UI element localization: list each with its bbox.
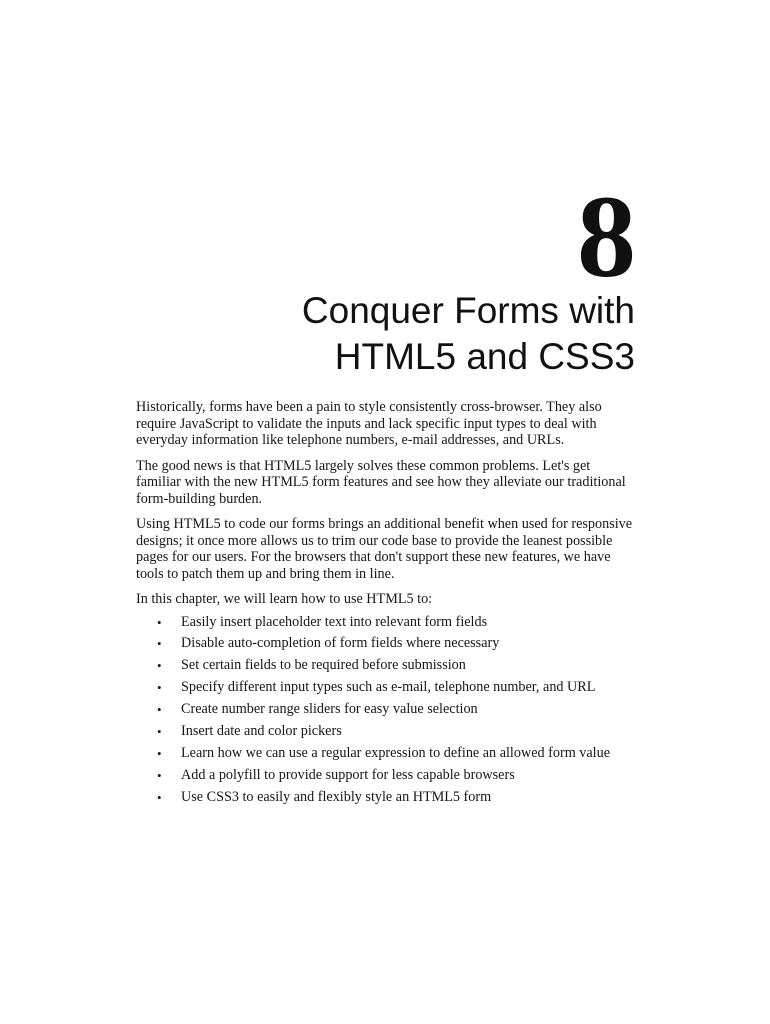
intro-paragraph-3: Using HTML5 to code our forms brings an additional benefit when used for responsive designs; it once more allows us to trim our code base to provide the leanest possible pages for our users. For the browsers that don't support these new features, we have tools to patch them up and bring them in line. bbox=[136, 516, 633, 582]
chapter-title bbox=[115, 288, 635, 380]
intro-paragraph-1: Historically, forms have been a pain to style consistently cross-browser. They also require JavaScript to validate the inputs and lack specific input types to deal with everyday information like telephone numbers, e-mail addresses, and URLs. bbox=[136, 399, 602, 448]
list-item-text: Set certain fields to be required before submission bbox=[181, 657, 466, 674]
list-item bbox=[136, 677, 636, 699]
list-item-text: Insert date and color pickers bbox=[181, 722, 342, 739]
list-item bbox=[136, 787, 636, 809]
list-item bbox=[136, 743, 636, 765]
list-item-text: Add a polyfill to provide support for less capable browsers bbox=[181, 766, 515, 783]
list-item-text: Create number range sliders for easy value selection bbox=[181, 701, 478, 718]
bullet-icon: • bbox=[157, 767, 162, 783]
list-item-text: Disable auto-completion of form fields where necessary bbox=[181, 635, 500, 652]
list-item bbox=[136, 612, 636, 634]
bullet-icon: • bbox=[157, 702, 162, 718]
list-item-text: Use CSS3 to easily and flexibly style an HTML5 form bbox=[181, 788, 492, 805]
chapter-title-line-1: Conquer Forms with bbox=[301, 290, 635, 331]
bullet-icon: • bbox=[157, 723, 162, 739]
list-item bbox=[136, 655, 636, 677]
list-item-text: Easily insert placeholder text into relevant form fields bbox=[181, 613, 488, 630]
list-item bbox=[136, 633, 636, 655]
bullet-icon: • bbox=[157, 680, 162, 696]
list-item-text: Specify different input types such as e-mail, telephone number, and URL bbox=[181, 679, 596, 696]
list-item bbox=[136, 699, 636, 721]
chapter-title-line-2: HTML5 and CSS3 bbox=[334, 336, 635, 377]
bullet-icon: • bbox=[157, 636, 162, 652]
bullet-icon: • bbox=[157, 614, 162, 630]
chapter-intro bbox=[136, 399, 636, 809]
chapter-number: 8 bbox=[577, 171, 636, 302]
learning-objectives-list bbox=[136, 612, 636, 809]
intro-paragraph-2: The good news is that HTML5 largely solves these common problems. Let's get familiar with the new HTML5 form features and see how they alleviate our traditional form-building burden. bbox=[136, 457, 626, 507]
bullet-icon: • bbox=[157, 789, 162, 805]
list-item bbox=[136, 765, 636, 787]
list-item bbox=[136, 721, 636, 743]
intro-paragraph-4: In this chapter, we will learn how to use HTML5 to: bbox=[136, 591, 433, 607]
bullet-icon: • bbox=[157, 658, 162, 674]
bullet-icon: • bbox=[157, 745, 162, 761]
list-item-text: Learn how we can use a regular expression to define an allowed form value bbox=[181, 744, 610, 761]
